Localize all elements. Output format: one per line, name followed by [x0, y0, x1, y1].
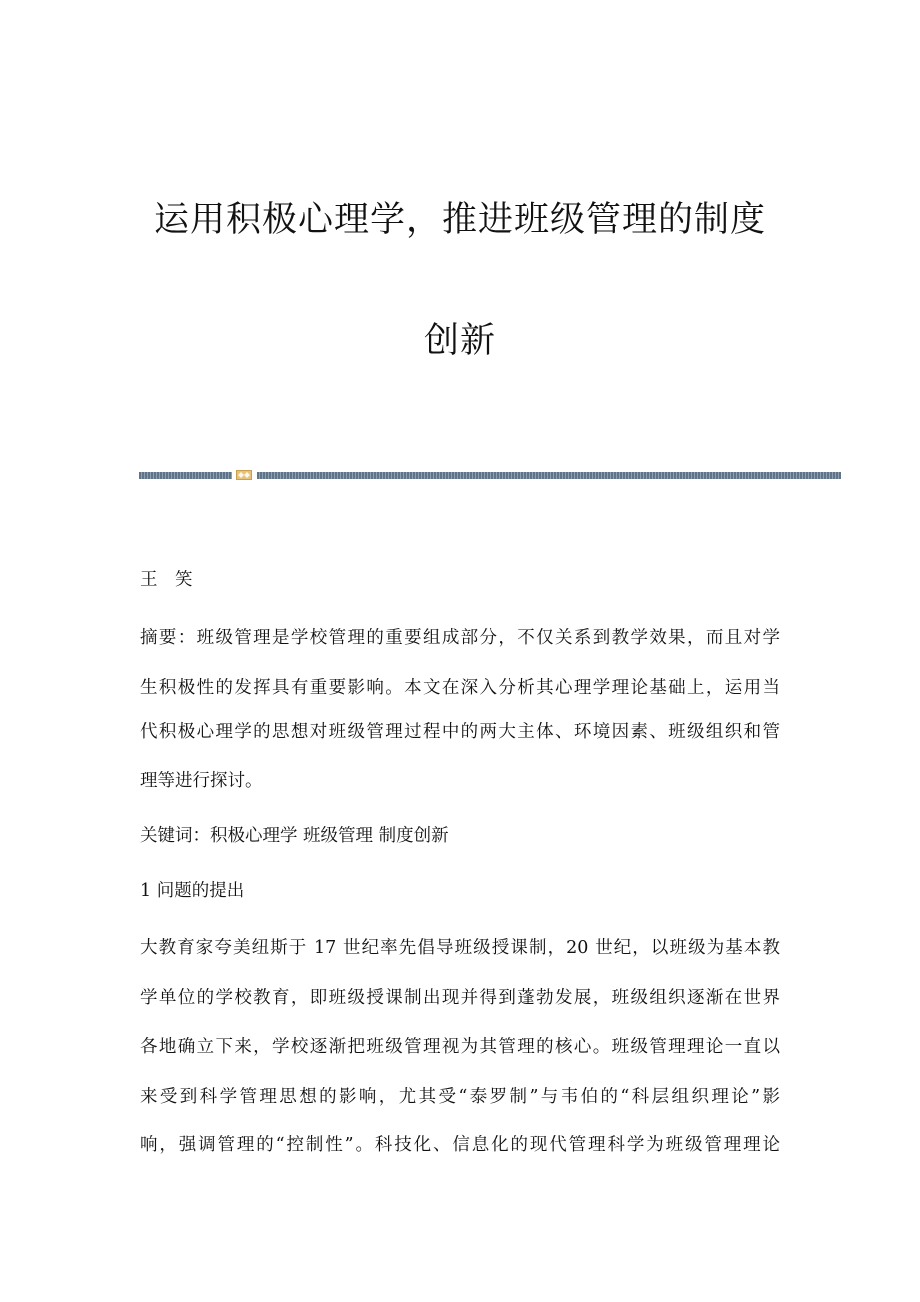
abstract-line: 生积极性的发挥具有重要影响。本文在深入分析其心理学理论基础上，运用当 — [140, 678, 780, 698]
divider-bar-left — [139, 472, 232, 479]
body-line: 大教育家夸美纽斯于 17 世纪率先倡导班级授课制，20 世纪，以班级为基本教 — [140, 938, 780, 958]
body-line: 来受到科学管理思想的影响，尤其受“泰罗制”与韦伯的“科层组织理论”影 — [140, 1087, 780, 1107]
keywords: 关键词：积极心理学 班级管理 制度创新 — [140, 826, 449, 846]
body-line: 学单位的学校教育，即班级授课制出现并得到蓬勃发展，班级组织逐渐在世界 — [140, 988, 780, 1008]
abstract-line: 代积极心理学的思想对班级管理过程中的两大主体、环境因素、班级组织和管 — [140, 722, 780, 742]
title-divider — [139, 470, 841, 480]
divider-ornament-icon — [236, 470, 252, 480]
body-line: 各地确立下来，学校逐渐把班级管理视为其管理的核心。班级管理理论一直以 — [140, 1037, 780, 1057]
divider-bar-right — [257, 472, 841, 479]
body-line: 响，强调管理的“控制性”。科技化、信息化的现代管理科学为班级管理理论 — [140, 1135, 780, 1155]
abstract-line: 摘要：班级管理是学校管理的重要组成部分，不仅关系到教学效果，而且对学 — [140, 628, 780, 648]
author-name: 王 笑 — [140, 570, 193, 590]
title-line-1: 运用积极心理学，推进班级管理的制度 — [153, 200, 766, 240]
abstract-line: 理等进行探讨。 — [140, 771, 263, 791]
section-heading: 1 问题的提出 — [140, 881, 245, 901]
title-line-2: 创新 — [423, 321, 496, 361]
